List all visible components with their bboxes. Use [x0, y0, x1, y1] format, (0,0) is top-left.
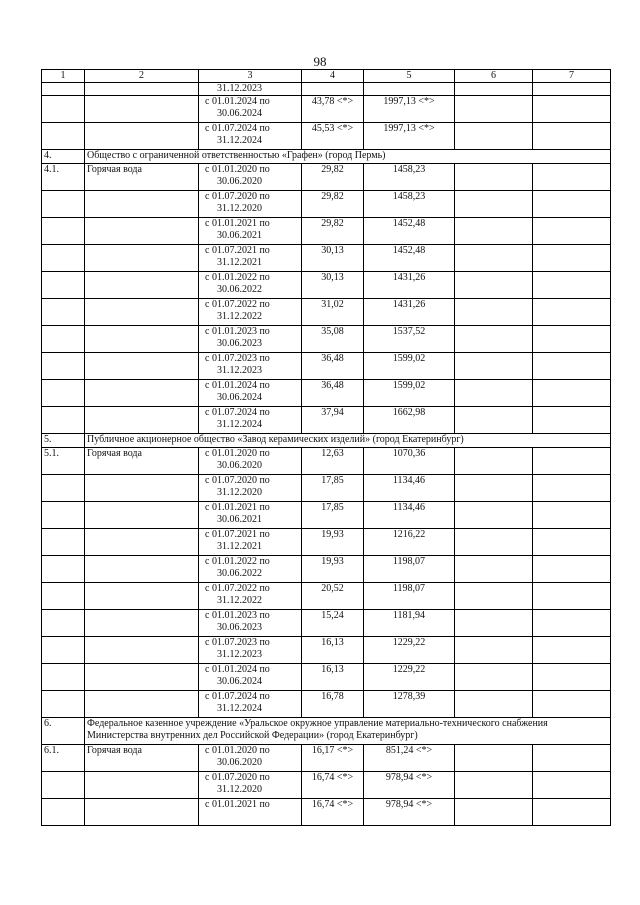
period-cell	[199, 272, 302, 299]
period-start: с 01.01.2020 по	[205, 164, 270, 175]
period-cell	[199, 691, 302, 718]
resource-name	[85, 529, 199, 556]
value-col7	[533, 556, 611, 583]
tariff-value-col5: 1134,46	[364, 502, 455, 529]
row-number	[42, 772, 85, 799]
value-col6	[455, 83, 533, 96]
value-col7	[533, 475, 611, 502]
tariff-value-col4: 12,63	[302, 448, 364, 475]
table-row	[42, 583, 611, 610]
row-number	[42, 191, 85, 218]
organization-title: Федеральное казенное учреждение «Уральское окружное управление материально-технического снабжения Министерства внутренних дел Российской Федерации» (город Екатеринбург)	[85, 718, 611, 745]
value-col7	[533, 83, 611, 96]
row-number	[42, 380, 85, 407]
period-start: с 01.07.2023 по	[205, 353, 270, 364]
period-cell	[199, 299, 302, 326]
tariff-value-col4: 16,13	[302, 637, 364, 664]
organization-title: Публичное акционерное общество «Завод керамических изделий» (город Екатеринбург)	[85, 434, 611, 448]
value-col6	[455, 502, 533, 529]
row-number	[42, 299, 85, 326]
period-end: 31.12.2024	[217, 135, 262, 146]
tariff-value-col4: 16,78	[302, 691, 364, 718]
tariff-value-col5: 1198,07	[364, 556, 455, 583]
period-end: 30.06.2024	[217, 676, 262, 687]
period-start: с 01.07.2021 по	[205, 245, 270, 256]
resource-name	[85, 691, 199, 718]
tariff-value-col4: 29,82	[302, 191, 364, 218]
value-col7	[533, 583, 611, 610]
period-cell	[199, 83, 302, 96]
resource-name	[85, 123, 199, 150]
column-header: 3	[199, 70, 302, 83]
period-start: с 01.01.2020 по	[205, 745, 270, 756]
value-col7	[533, 191, 611, 218]
tariff-value-col5: 1458,23	[364, 191, 455, 218]
tariff-value-col4: 29,82	[302, 218, 364, 245]
row-number	[42, 96, 85, 123]
resource-name: Горячая вода	[85, 448, 199, 475]
table-row	[42, 164, 611, 191]
row-number	[42, 502, 85, 529]
value-col7	[533, 407, 611, 434]
table-row	[42, 218, 611, 245]
table-row	[42, 96, 611, 123]
row-number	[42, 583, 85, 610]
tariff-value-col4: 20,52	[302, 583, 364, 610]
tariff-value-col4: 16,74 <*>	[302, 772, 364, 799]
value-col6	[455, 272, 533, 299]
table-row	[42, 191, 611, 218]
value-col7	[533, 353, 611, 380]
table-row	[42, 448, 611, 475]
value-col6	[455, 691, 533, 718]
period-start: с 01.01.2021 по	[205, 799, 270, 810]
resource-name	[85, 637, 199, 664]
column-header: 6	[455, 70, 533, 83]
period-cell	[199, 245, 302, 272]
resource-name: Горячая вода	[85, 164, 199, 191]
row-number	[42, 475, 85, 502]
period-cell	[199, 502, 302, 529]
period-end: 31.12.2024	[217, 703, 262, 714]
row-number	[42, 610, 85, 637]
value-col6	[455, 299, 533, 326]
tariff-value-col4: 31,02	[302, 299, 364, 326]
tariff-value-col5: 1537,52	[364, 326, 455, 353]
tariff-value-col5: 1181,94	[364, 610, 455, 637]
resource-name	[85, 326, 199, 353]
tariff-value-col5: 1134,46	[364, 475, 455, 502]
tariff-value-col5: 978,94 <*>	[364, 772, 455, 799]
period-start: с 01.07.2024 по	[205, 123, 270, 134]
period-cell	[199, 556, 302, 583]
tariff-value-col4: 35,08	[302, 326, 364, 353]
row-number: 6.1.	[42, 745, 85, 772]
table-row	[42, 272, 611, 299]
period-cell	[199, 164, 302, 191]
tariff-value-col4: 19,93	[302, 529, 364, 556]
period-end: 30.06.2024	[217, 392, 262, 403]
row-number	[42, 83, 85, 96]
period-cell	[199, 218, 302, 245]
column-header: 7	[533, 70, 611, 83]
resource-name	[85, 799, 199, 826]
table-row	[42, 502, 611, 529]
table-row	[42, 245, 611, 272]
resource-name	[85, 610, 199, 637]
value-col7	[533, 272, 611, 299]
period-end: 31.12.2022	[217, 311, 262, 322]
tariff-value-col5: 1452,48	[364, 245, 455, 272]
period-start: с 01.07.2022 по	[205, 583, 270, 594]
period-end: 31.12.2023	[217, 83, 262, 94]
tariff-value-col5: 1216,22	[364, 529, 455, 556]
tariff-value-col5: 1431,26	[364, 272, 455, 299]
row-number: 6.	[42, 718, 85, 745]
column-header: 5	[364, 70, 455, 83]
period-cell	[199, 475, 302, 502]
resource-name	[85, 502, 199, 529]
period-start: с 01.07.2024 по	[205, 407, 270, 418]
resource-name	[85, 664, 199, 691]
tariff-value-col5: 1599,02	[364, 380, 455, 407]
period-start: с 01.01.2022 по	[205, 272, 270, 283]
value-col6	[455, 407, 533, 434]
row-number	[42, 637, 85, 664]
row-number	[42, 529, 85, 556]
tariff-value-col4: 16,17 <*>	[302, 745, 364, 772]
value-col7	[533, 123, 611, 150]
period-cell	[199, 637, 302, 664]
value-col7	[533, 529, 611, 556]
value-col7	[533, 164, 611, 191]
period-end: 30.06.2021	[217, 514, 262, 525]
period-end: 31.12.2021	[217, 541, 262, 552]
value-col7	[533, 502, 611, 529]
row-number	[42, 799, 85, 826]
value-col6	[455, 123, 533, 150]
tariff-value-col4: 36,48	[302, 380, 364, 407]
period-start: с 01.07.2023 по	[205, 637, 270, 648]
row-number	[42, 556, 85, 583]
resource-name	[85, 772, 199, 799]
period-cell	[199, 583, 302, 610]
period-start: с 01.01.2021 по	[205, 502, 270, 513]
tariff-value-col4: 45,53 <*>	[302, 123, 364, 150]
period-start: с 01.07.2020 по	[205, 772, 270, 783]
period-start: с 01.07.2024 по	[205, 691, 270, 702]
row-number: 4.	[42, 150, 85, 164]
tariff-value-col5: 1431,26	[364, 299, 455, 326]
tariff-value-col4: 16,13	[302, 664, 364, 691]
tariff-value-col5: 1229,22	[364, 637, 455, 664]
table-row	[42, 326, 611, 353]
tariff-value-col5: 1997,13 <*>	[364, 96, 455, 123]
tariff-value-col5: 1599,02	[364, 353, 455, 380]
table-row	[42, 529, 611, 556]
period-start: с 01.01.2024 по	[205, 96, 270, 107]
period-cell	[199, 123, 302, 150]
resource-name	[85, 83, 199, 96]
value-col7	[533, 380, 611, 407]
period-start: с 01.01.2021 по	[205, 218, 270, 229]
table-row	[42, 772, 611, 799]
period-end: 30.06.2020	[217, 460, 262, 471]
value-col6	[455, 556, 533, 583]
tariff-value-col5: 851,24 <*>	[364, 745, 455, 772]
resource-name	[85, 556, 199, 583]
resource-name	[85, 96, 199, 123]
value-col6	[455, 745, 533, 772]
value-col7	[533, 772, 611, 799]
organization-title: Общество с ограниченной ответственностью «Графен» (город Пермь)	[85, 150, 611, 164]
row-number	[42, 245, 85, 272]
tariff-value-col4: 36,48	[302, 353, 364, 380]
resource-name: Горячая вода	[85, 745, 199, 772]
period-cell	[199, 610, 302, 637]
resource-name	[85, 218, 199, 245]
page-number: 98	[313, 54, 327, 69]
period-end: 30.06.2022	[217, 568, 262, 579]
column-header: 4	[302, 70, 364, 83]
period-start: с 01.01.2020 по	[205, 448, 270, 459]
value-col7	[533, 610, 611, 637]
value-col7	[533, 218, 611, 245]
period-end: 30.06.2024	[217, 108, 262, 119]
table-row	[42, 380, 611, 407]
table-row	[42, 299, 611, 326]
period-cell	[199, 529, 302, 556]
table-row	[42, 610, 611, 637]
tariff-value-col4: 30,13	[302, 245, 364, 272]
table-row	[42, 745, 611, 772]
tariff-value-col5: 1997,13 <*>	[364, 123, 455, 150]
tariff-value-col5: 1070,36	[364, 448, 455, 475]
value-col6	[455, 583, 533, 610]
row-number	[42, 353, 85, 380]
value-col6	[455, 164, 533, 191]
tariff-value-col5	[364, 83, 455, 96]
period-start: с 01.01.2024 по	[205, 664, 270, 675]
period-start: с 01.01.2023 по	[205, 326, 270, 337]
period-start: с 01.07.2020 по	[205, 475, 270, 486]
value-col6	[455, 529, 533, 556]
period-cell	[199, 407, 302, 434]
value-col6	[455, 448, 533, 475]
tariff-value-col4: 17,85	[302, 475, 364, 502]
period-end: 31.12.2020	[217, 784, 262, 795]
column-header: 2	[85, 70, 199, 83]
value-col7	[533, 96, 611, 123]
tariff-value-col5: 1662,98	[364, 407, 455, 434]
resource-name	[85, 353, 199, 380]
value-col7	[533, 637, 611, 664]
period-cell	[199, 664, 302, 691]
value-col7	[533, 799, 611, 826]
tariff-value-col4: 37,94	[302, 407, 364, 434]
table-row	[42, 556, 611, 583]
tariff-value-col5: 1458,23	[364, 164, 455, 191]
period-end: 31.12.2024	[217, 419, 262, 430]
row-number	[42, 326, 85, 353]
period-cell	[199, 326, 302, 353]
row-number	[42, 218, 85, 245]
tariff-value-col4: 19,93	[302, 556, 364, 583]
value-col6	[455, 218, 533, 245]
tariff-value-col5: 1278,39	[364, 691, 455, 718]
period-end: 30.06.2023	[217, 338, 262, 349]
table-row	[42, 691, 611, 718]
table-body	[42, 70, 611, 826]
row-number	[42, 691, 85, 718]
period-end: 30.06.2022	[217, 284, 262, 295]
resource-name	[85, 583, 199, 610]
value-col6	[455, 475, 533, 502]
table-row	[42, 123, 611, 150]
resource-name	[85, 380, 199, 407]
period-cell	[199, 448, 302, 475]
period-start: с 01.01.2023 по	[205, 610, 270, 621]
row-number: 4.1.	[42, 164, 85, 191]
period-start: с 01.07.2021 по	[205, 529, 270, 540]
table-row	[42, 407, 611, 434]
period-end: 30.06.2023	[217, 622, 262, 633]
row-number	[42, 664, 85, 691]
value-col6	[455, 637, 533, 664]
value-col7	[533, 326, 611, 353]
column-header: 1	[42, 70, 85, 83]
organization-row	[42, 150, 611, 164]
row-number: 5.	[42, 434, 85, 448]
tariff-value-col4: 30,13	[302, 272, 364, 299]
resource-name	[85, 299, 199, 326]
tariff-table	[41, 69, 611, 826]
value-col6	[455, 610, 533, 637]
value-col6	[455, 96, 533, 123]
period-end: 30.06.2020	[217, 176, 262, 187]
resource-name	[85, 245, 199, 272]
organization-row	[42, 718, 611, 745]
table-row	[42, 799, 611, 826]
tariff-value-col5: 978,94 <*>	[364, 799, 455, 826]
resource-name	[85, 407, 199, 434]
table-row	[42, 475, 611, 502]
table-row	[42, 637, 611, 664]
period-cell	[199, 191, 302, 218]
tariff-value-col4: 15,24	[302, 610, 364, 637]
resource-name	[85, 475, 199, 502]
period-end: 31.12.2021	[217, 257, 262, 268]
period-cell	[199, 96, 302, 123]
period-start: с 01.01.2024 по	[205, 380, 270, 391]
period-end: 31.12.2022	[217, 595, 262, 606]
row-number	[42, 407, 85, 434]
value-col6	[455, 326, 533, 353]
tariff-value-col5: 1452,48	[364, 218, 455, 245]
organization-row	[42, 434, 611, 448]
table-row	[42, 83, 611, 96]
period-start: с 01.07.2020 по	[205, 191, 270, 202]
tariff-value-col4: 17,85	[302, 502, 364, 529]
period-cell	[199, 799, 302, 826]
row-number	[42, 123, 85, 150]
row-number: 5.1.	[42, 448, 85, 475]
period-start: с 01.01.2022 по	[205, 556, 270, 567]
period-end: 31.12.2020	[217, 203, 262, 214]
resource-name	[85, 272, 199, 299]
period-cell	[199, 353, 302, 380]
period-end: 30.06.2021	[217, 230, 262, 241]
table-row	[42, 353, 611, 380]
tariff-value-col4: 16,74 <*>	[302, 799, 364, 826]
period-cell	[199, 772, 302, 799]
period-cell	[199, 745, 302, 772]
value-col6	[455, 772, 533, 799]
value-col6	[455, 353, 533, 380]
value-col7	[533, 299, 611, 326]
value-col6	[455, 664, 533, 691]
tariff-value-col5: 1229,22	[364, 664, 455, 691]
tariff-value-col5: 1198,07	[364, 583, 455, 610]
period-end: 31.12.2023	[217, 649, 262, 660]
period-end: 31.12.2023	[217, 365, 262, 376]
value-col7	[533, 745, 611, 772]
column-number-row	[42, 70, 611, 83]
period-cell	[199, 380, 302, 407]
value-col6	[455, 191, 533, 218]
value-col7	[533, 245, 611, 272]
value-col7	[533, 691, 611, 718]
value-col7	[533, 664, 611, 691]
period-end: 31.12.2020	[217, 487, 262, 498]
table-row	[42, 664, 611, 691]
value-col6	[455, 799, 533, 826]
tariff-value-col4	[302, 83, 364, 96]
resource-name	[85, 191, 199, 218]
value-col6	[455, 245, 533, 272]
tariff-value-col4: 43,78 <*>	[302, 96, 364, 123]
tariff-value-col4: 29,82	[302, 164, 364, 191]
period-end: 30.06.2020	[217, 757, 262, 768]
period-start: с 01.07.2022 по	[205, 299, 270, 310]
value-col7	[533, 448, 611, 475]
value-col6	[455, 380, 533, 407]
row-number	[42, 272, 85, 299]
